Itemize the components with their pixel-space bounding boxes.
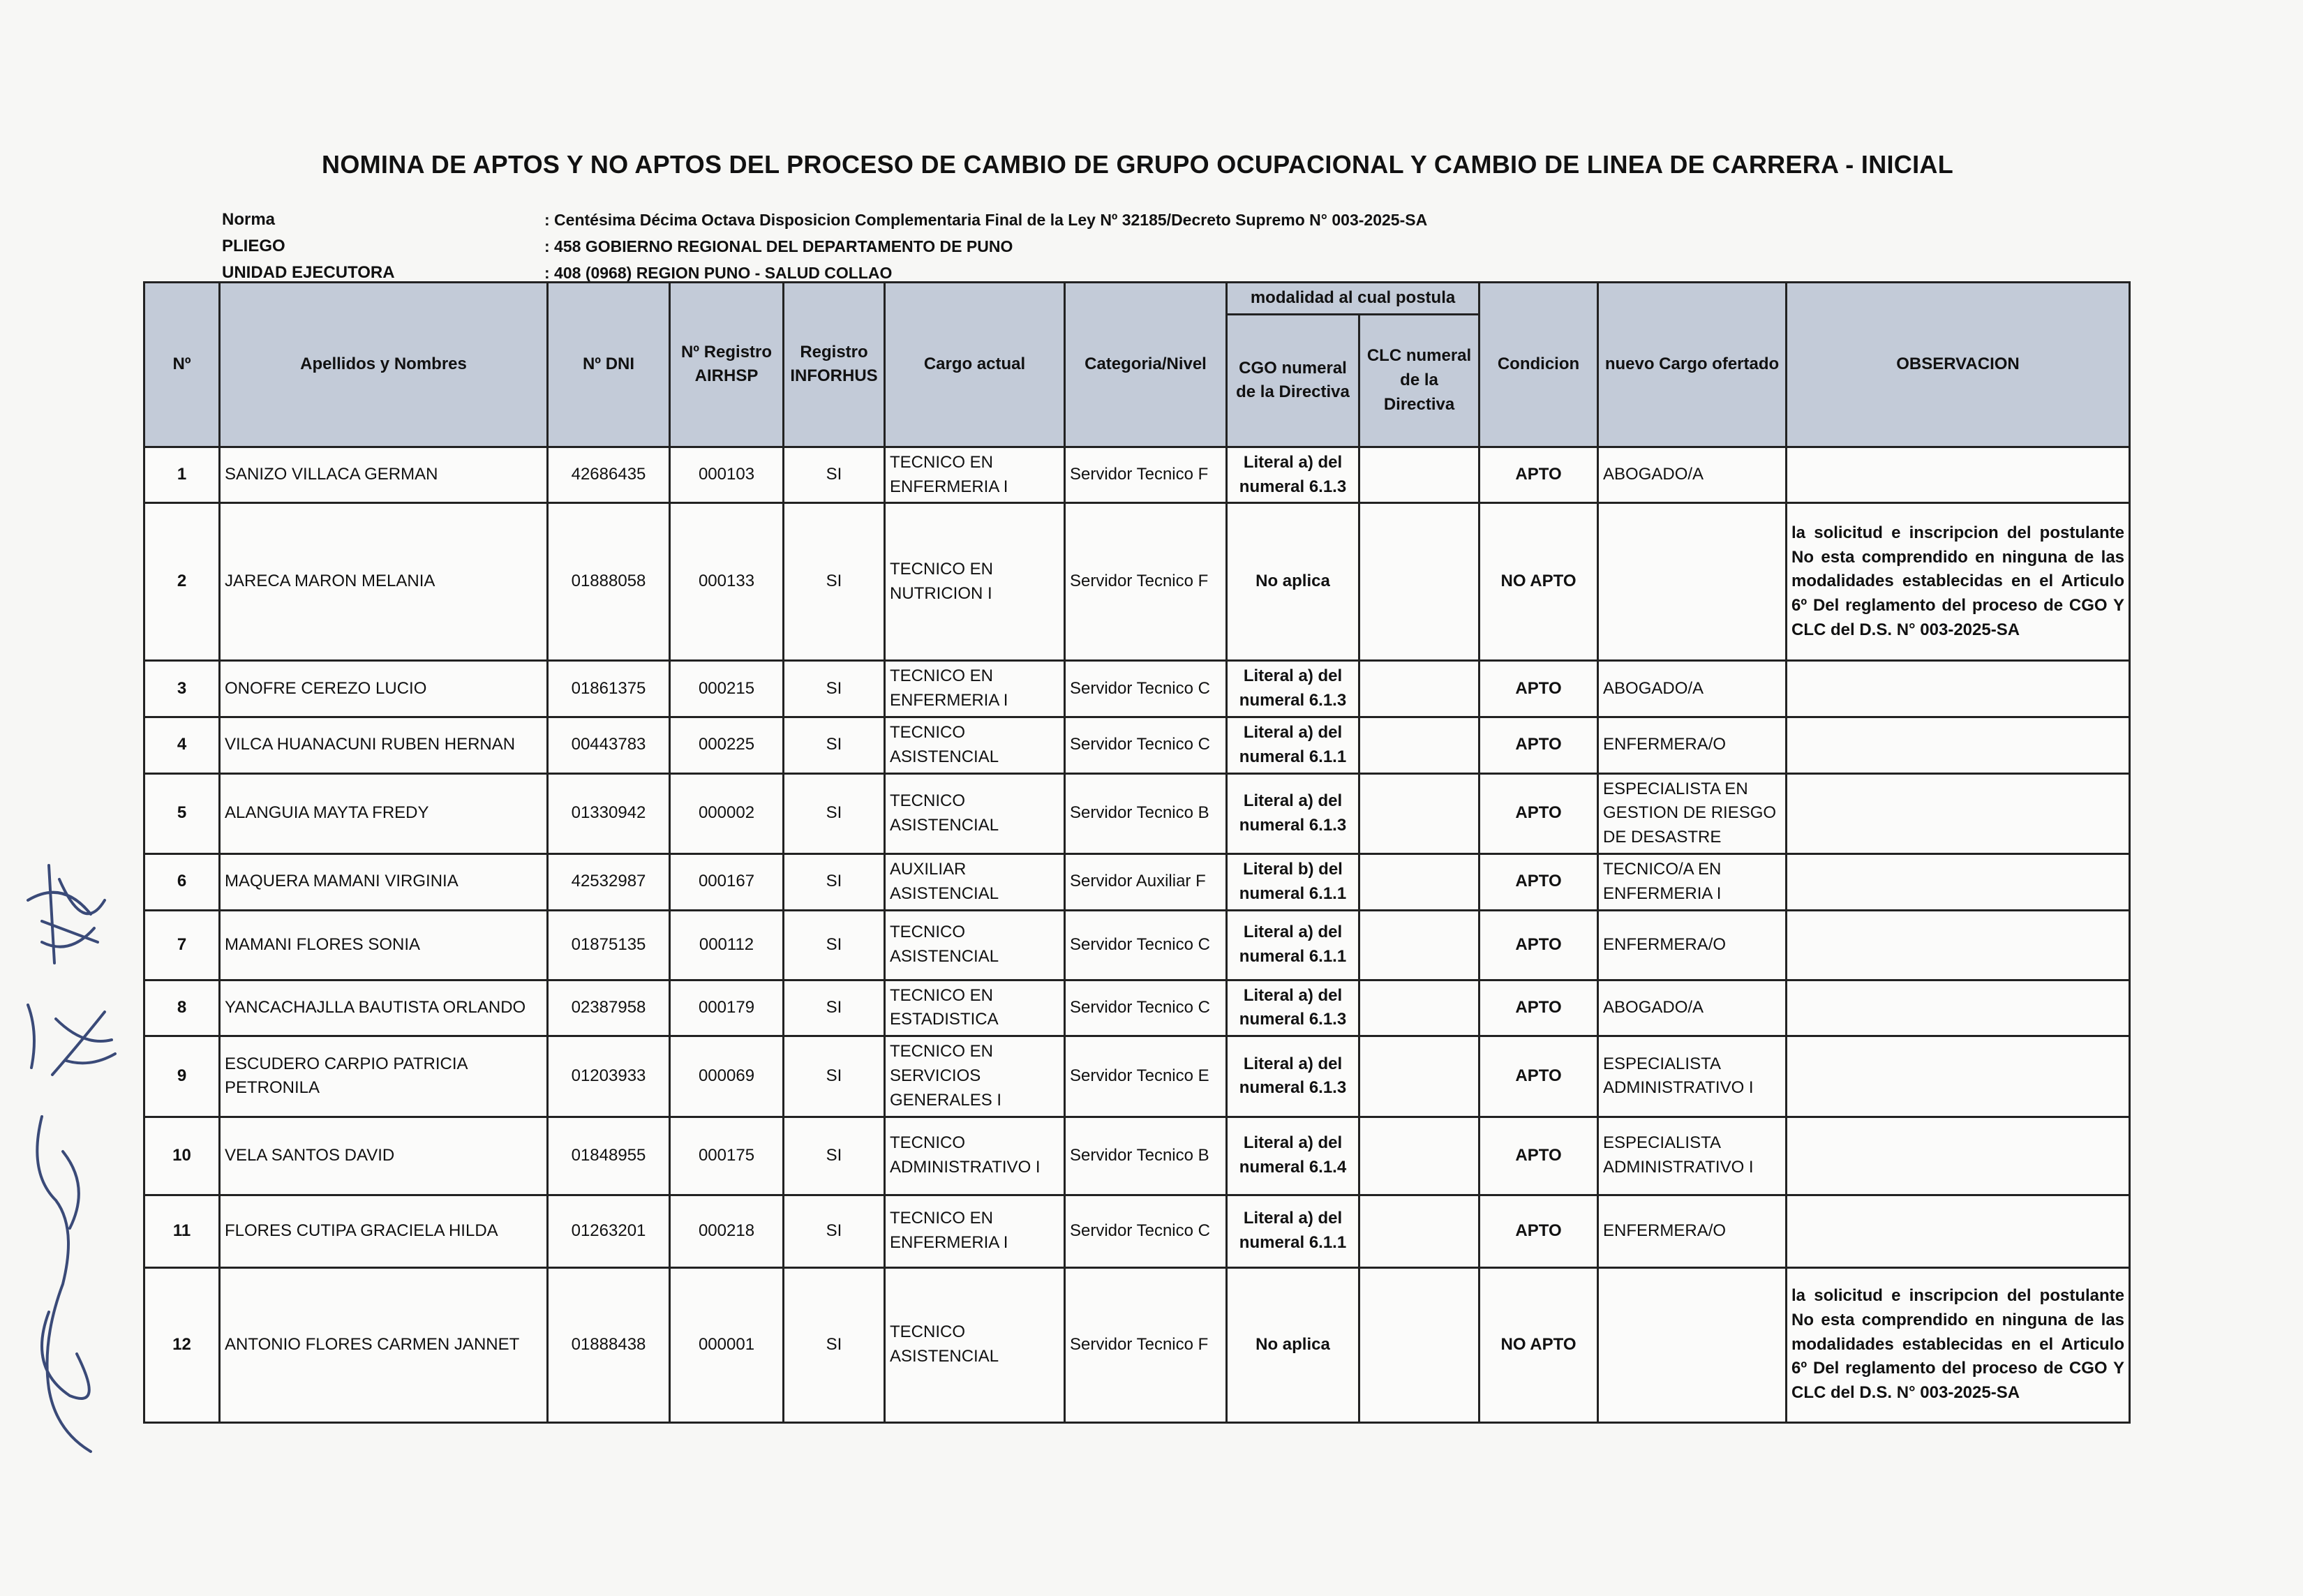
cell-nuevo-cargo: TECNICO/A EN ENFERMERIA I [1598,853,1787,910]
cell-clc [1359,447,1480,503]
table-row [144,447,2130,503]
cell-name: ONOFRE CEREZO LUCIO [220,661,548,717]
cell-airhsp: 000112 [670,910,784,980]
header-condicion: Condicion [1480,283,1598,447]
cell-cargo: TECNICO EN SERVICIOS GENERALES I [885,1036,1065,1117]
cell-cargo: TECNICO EN NUTRICION I [885,503,1065,661]
cell-name: FLORES CUTIPA GRACIELA HILDA [220,1195,548,1267]
cell-categoria: Servidor Tecnico F [1065,1267,1227,1422]
table-row [144,853,2130,910]
cell-condicion: APTO [1480,853,1598,910]
cell-nuevo-cargo [1598,1267,1787,1422]
cell-dni: 01203933 [548,1036,670,1117]
cell-name: VELA SANTOS DAVID [220,1117,548,1195]
cell-cgo: Literal a) del numeral 6.1.1 [1227,717,1359,773]
cell-cargo: TECNICO EN ENFERMERIA I [885,1195,1065,1267]
cell-airhsp: 000103 [670,447,784,503]
cell-inforhus: SI [784,773,885,853]
cell-inforhus: SI [784,503,885,661]
cell-condicion: APTO [1480,773,1598,853]
cell-observacion [1787,853,2130,910]
cell-name: VILCA HUANACUNI RUBEN HERNAN [220,717,548,773]
cell-clc [1359,773,1480,853]
table-body [144,447,2130,1422]
cell-cgo: No aplica [1227,503,1359,661]
table-row [144,910,2130,980]
cell-dni: 01330942 [548,773,670,853]
cell-categoria: Servidor Tecnico F [1065,503,1227,661]
cell-inforhus: SI [784,717,885,773]
cell-dni: 02387958 [548,980,670,1036]
cell-n: 8 [144,980,220,1036]
cell-cargo: TECNICO ASISTENCIAL [885,910,1065,980]
cell-name: MAMANI FLORES SONIA [220,910,548,980]
cell-cgo: Literal a) del numeral 6.1.3 [1227,1036,1359,1117]
cell-cgo: Literal a) del numeral 6.1.3 [1227,980,1359,1036]
cell-dni: 01875135 [548,910,670,980]
cell-n: 5 [144,773,220,853]
nomina-table [143,281,2131,1424]
cell-dni: 01861375 [548,661,670,717]
header-categoria: Categoria/Nivel [1065,283,1227,447]
cell-airhsp: 000175 [670,1117,784,1195]
document-meta [222,207,1427,286]
cell-cargo: AUXILIAR ASISTENCIAL [885,853,1065,910]
cell-cgo: Literal a) del numeral 6.1.1 [1227,1195,1359,1267]
cell-nuevo-cargo: ESPECIALISTA EN GESTION DE RIESGO DE DESASTRE [1598,773,1787,853]
cell-n: 9 [144,1036,220,1117]
cell-nuevo-cargo: ENFERMERA/O [1598,717,1787,773]
handwritten-signatures [0,837,140,1466]
cell-nuevo-cargo: ABOGADO/A [1598,447,1787,503]
cell-airhsp: 000001 [670,1267,784,1422]
cell-inforhus: SI [784,853,885,910]
cell-airhsp: 000218 [670,1195,784,1267]
cell-observacion [1787,1036,2130,1117]
header-observacion: OBSERVACION [1787,283,2130,447]
cell-clc [1359,1195,1480,1267]
cell-cargo: TECNICO ASISTENCIAL [885,1267,1065,1422]
cell-observacion [1787,773,2130,853]
cell-categoria: Servidor Tecnico F [1065,447,1227,503]
meta-label: UNIDAD EJECUTORA [222,263,395,282]
header-name: Apellidos y Nombres [220,283,548,447]
cell-cgo: Literal b) del numeral 6.1.1 [1227,853,1359,910]
cell-clc [1359,910,1480,980]
cell-clc [1359,1267,1480,1422]
header-inforhus: Registro INFORHUS [784,283,885,447]
cell-name: ESCUDERO CARPIO PATRICIA PETRONILA [220,1036,548,1117]
cell-observacion: la solicitud e inscripcion del postulante No esta comprendido en ninguna de las modalidades establecidas en el Articulo 6º Del reglamento del proceso de CGO Y CLC del D.S. N° 003-2025-SA [1787,503,2130,661]
table-row [144,1195,2130,1267]
meta-value: : Centésima Décima Octava Disposicion Complementaria Final de la Ley Nº 32185/Decreto Supremo N° 003-2025-SA [544,210,1428,229]
cell-cgo: Literal a) del numeral 6.1.3 [1227,447,1359,503]
cell-name: ALANGUIA MAYTA FREDY [220,773,548,853]
cell-cgo: Literal a) del numeral 6.1.4 [1227,1117,1359,1195]
cell-inforhus: SI [784,980,885,1036]
cell-airhsp: 000179 [670,980,784,1036]
header-n: Nº [144,283,220,447]
table-row [144,1117,2130,1195]
cell-n: 7 [144,910,220,980]
cell-condicion: APTO [1480,1036,1598,1117]
cell-airhsp: 000002 [670,773,784,853]
cell-dni: 01888058 [548,503,670,661]
cell-n: 2 [144,503,220,661]
cell-observacion: la solicitud e inscripcion del postulante No esta comprendido en ninguna de las modalidades establecidas en el Articulo 6º Del reglamento del proceso de CGO Y CLC del D.S. N° 003-2025-SA [1787,1267,2130,1422]
cell-condicion: NO APTO [1480,1267,1598,1422]
cell-categoria: Servidor Auxiliar F [1065,853,1227,910]
cell-dni: 01263201 [548,1195,670,1267]
cell-condicion: APTO [1480,447,1598,503]
header-nuevo-cargo: nuevo Cargo ofertado [1598,283,1787,447]
cell-cargo: TECNICO EN ESTADISTICA [885,980,1065,1036]
cell-cargo: TECNICO ADMINISTRATIVO I [885,1117,1065,1195]
meta-pliego [222,233,1427,260]
cell-airhsp: 000133 [670,503,784,661]
cell-dni: 01888438 [548,1267,670,1422]
cell-clc [1359,717,1480,773]
cell-inforhus: SI [784,1117,885,1195]
header-airhsp: Nº Registro AIRHSP [670,283,784,447]
cell-inforhus: SI [784,910,885,980]
cell-airhsp: 000167 [670,853,784,910]
cell-clc [1359,1036,1480,1117]
cell-nuevo-cargo: ABOGADO/A [1598,980,1787,1036]
cell-observacion [1787,661,2130,717]
cell-condicion: APTO [1480,1195,1598,1267]
cell-condicion: APTO [1480,717,1598,773]
cell-n: 4 [144,717,220,773]
header-cgo: CGO numeral de la Directiva [1227,314,1359,447]
cell-cargo: TECNICO ASISTENCIAL [885,717,1065,773]
cell-categoria: Servidor Tecnico C [1065,910,1227,980]
cell-n: 6 [144,853,220,910]
meta-label: Norma [222,210,276,229]
cell-name: YANCACHAJLLA BAUTISTA ORLANDO [220,980,548,1036]
cell-airhsp: 000215 [670,661,784,717]
cell-inforhus: SI [784,1195,885,1267]
cell-condicion: APTO [1480,910,1598,980]
header-cargo: Cargo actual [885,283,1065,447]
cell-clc [1359,661,1480,717]
table-row [144,717,2130,773]
cell-categoria: Servidor Tecnico B [1065,773,1227,853]
cell-categoria: Servidor Tecnico B [1065,1117,1227,1195]
cell-cargo: TECNICO ASISTENCIAL [885,773,1065,853]
cell-condicion: NO APTO [1480,503,1598,661]
cell-cgo: No aplica [1227,1267,1359,1422]
cell-observacion [1787,447,2130,503]
cell-dni: 01848955 [548,1117,670,1195]
cell-n: 11 [144,1195,220,1267]
cell-inforhus: SI [784,661,885,717]
cell-clc [1359,980,1480,1036]
cell-categoria: Servidor Tecnico C [1065,661,1227,717]
table-row [144,980,2130,1036]
cell-cgo: Literal a) del numeral 6.1.1 [1227,910,1359,980]
cell-airhsp: 000225 [670,717,784,773]
document-title: NOMINA DE APTOS Y NO APTOS DEL PROCESO DE CAMBIO DE GRUPO OCUPACIONAL Y CAMBIO DE LINEA DE CARRERA - INICIAL [322,150,1953,179]
cell-nuevo-cargo: ENFERMERA/O [1598,910,1787,980]
cell-categoria: Servidor Tecnico C [1065,1195,1227,1267]
cell-cargo: TECNICO EN ENFERMERIA I [885,661,1065,717]
cell-observacion [1787,910,2130,980]
header-dni: Nº DNI [548,283,670,447]
cell-dni: 42686435 [548,447,670,503]
cell-nuevo-cargo: ESPECIALISTA ADMINISTRATIVO I [1598,1036,1787,1117]
header-clc: CLC numeral de la Directiva [1359,314,1480,447]
cell-observacion [1787,717,2130,773]
meta-label: PLIEGO [222,237,285,255]
cell-clc [1359,853,1480,910]
cell-inforhus: SI [784,447,885,503]
meta-value: : 458 GOBIERNO REGIONAL DEL DEPARTAMENTO DE PUNO [544,237,1013,255]
cell-clc [1359,1117,1480,1195]
cell-n: 3 [144,661,220,717]
cell-cgo: Literal a) del numeral 6.1.3 [1227,773,1359,853]
cell-nuevo-cargo: ENFERMERA/O [1598,1195,1787,1267]
cell-airhsp: 000069 [670,1036,784,1117]
cell-observacion [1787,1195,2130,1267]
cell-categoria: Servidor Tecnico E [1065,1036,1227,1117]
cell-n: 10 [144,1117,220,1195]
table-row [144,773,2130,853]
cell-n: 12 [144,1267,220,1422]
cell-cargo: TECNICO EN ENFERMERIA I [885,447,1065,503]
cell-name: SANIZO VILLACA GERMAN [220,447,548,503]
cell-name: JARECA MARON MELANIA [220,503,548,661]
cell-observacion [1787,1117,2130,1195]
table-row [144,503,2130,661]
cell-name: MAQUERA MAMANI VIRGINIA [220,853,548,910]
cell-nuevo-cargo: ESPECIALISTA ADMINISTRATIVO I [1598,1117,1787,1195]
table-row [144,661,2130,717]
cell-nuevo-cargo [1598,503,1787,661]
cell-clc [1359,503,1480,661]
cell-dni: 00443783 [548,717,670,773]
cell-condicion: APTO [1480,980,1598,1036]
cell-inforhus: SI [784,1267,885,1422]
meta-norma [222,207,1427,233]
cell-categoria: Servidor Tecnico C [1065,717,1227,773]
cell-observacion [1787,980,2130,1036]
meta-value: : 408 (0968) REGION PUNO - SALUD COLLAO [544,263,893,282]
cell-n: 1 [144,447,220,503]
cell-categoria: Servidor Tecnico C [1065,980,1227,1036]
cell-name: ANTONIO FLORES CARMEN JANNET [220,1267,548,1422]
cell-inforhus: SI [784,1036,885,1117]
table-row [144,1267,2130,1422]
cell-condicion: APTO [1480,1117,1598,1195]
cell-dni: 42532987 [548,853,670,910]
header-modalidad: modalidad al cual postula [1227,283,1480,315]
cell-condicion: APTO [1480,661,1598,717]
cell-nuevo-cargo: ABOGADO/A [1598,661,1787,717]
table-row [144,1036,2130,1117]
cell-cgo: Literal a) del numeral 6.1.3 [1227,661,1359,717]
